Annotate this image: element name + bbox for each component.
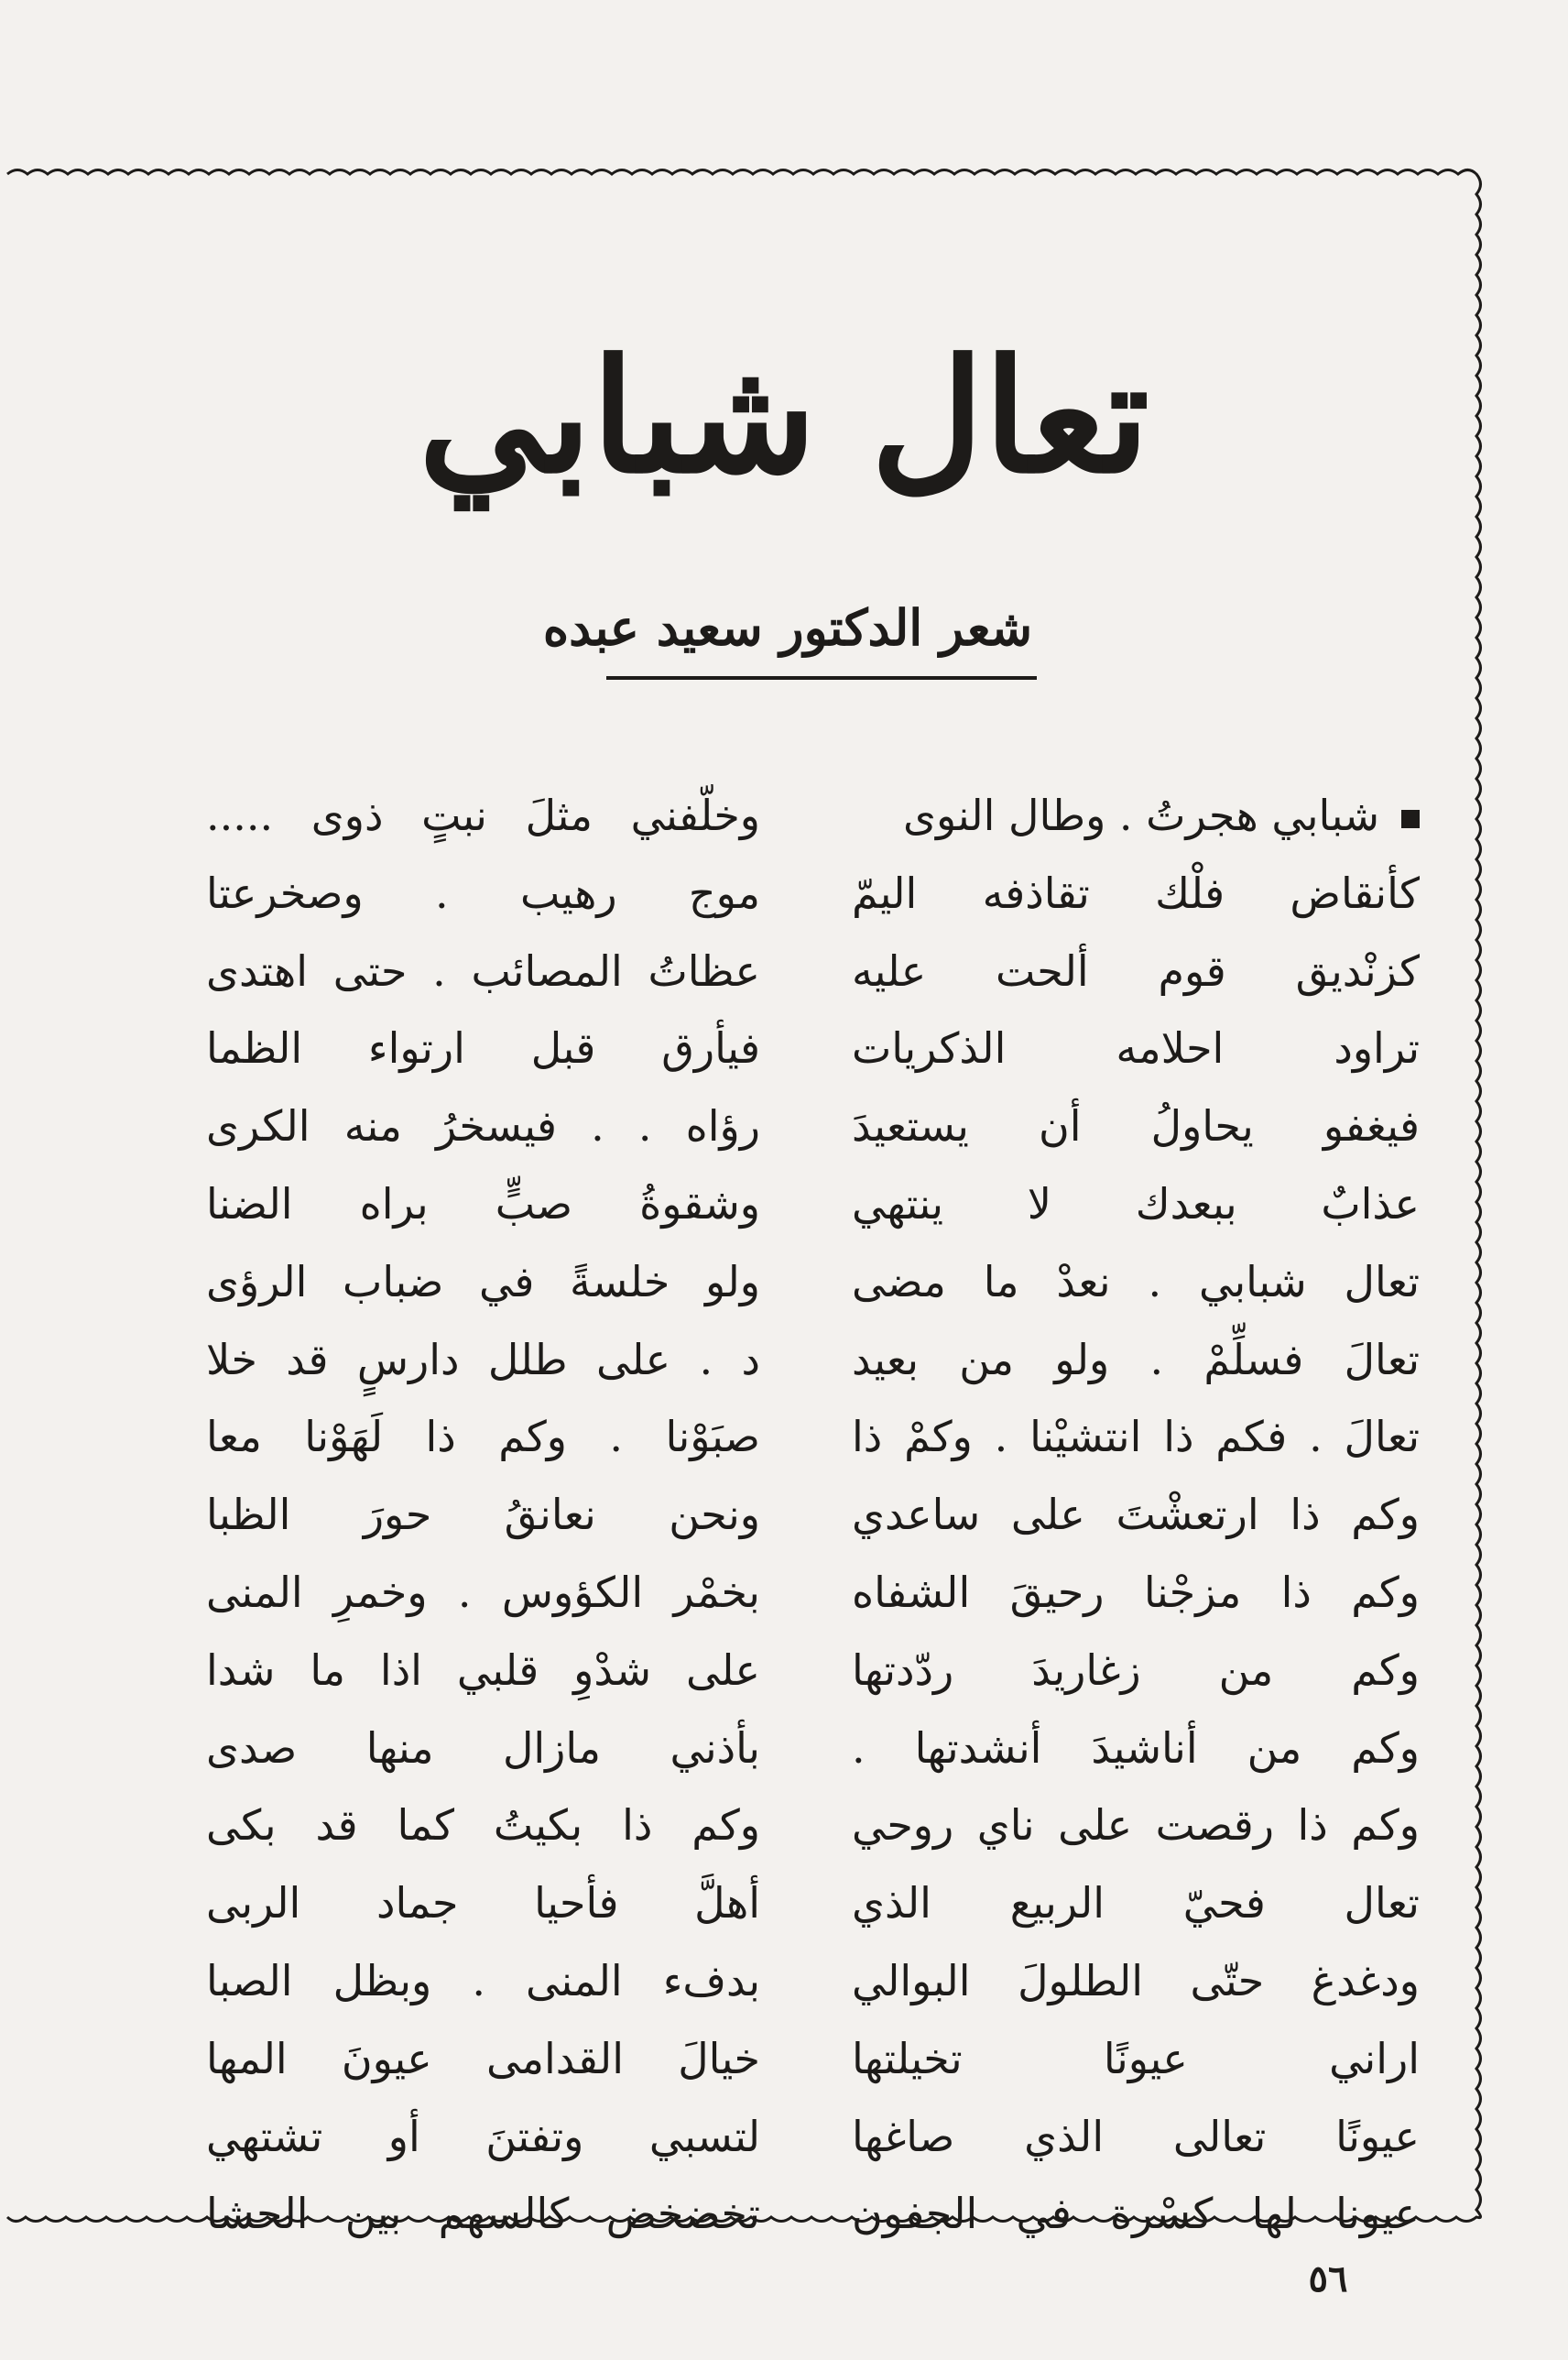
verse-line: اراني عيونًا تخيلتها bbox=[852, 2033, 1420, 2083]
verse-line: ولو خلسةً في ضباب الرؤى bbox=[206, 1256, 760, 1306]
verse-line: ودغدغ حتّى الطلولَ البوالي bbox=[852, 1955, 1420, 2005]
verse-line: لتسبي وتفتنَ أو تشتهي bbox=[206, 2111, 760, 2161]
verse-line: عيونا لها كسْرة في الجفون bbox=[852, 2189, 1420, 2239]
verse-line: وكم ذا مزجْنا رحيقَ الشفاه bbox=[852, 1567, 1420, 1617]
verse-line: تراود احلامه الذكريات bbox=[852, 1023, 1420, 1074]
verse-line: عظاتُ المصائب . حتى اهتدى bbox=[206, 945, 760, 996]
verse-line: وكم ذا بكيتُ كما قد بكى bbox=[206, 1800, 760, 1851]
verse-line: شبابي هجرتُ . وطال النوى bbox=[852, 777, 1420, 855]
verse-line: عذابٌ ببعدك لا ينتهي bbox=[852, 1178, 1420, 1229]
verse-line: كزنْديق قوم ألحت عليه bbox=[852, 945, 1420, 996]
verse-line: خيالَ القدامى عيونَ المها bbox=[206, 2033, 760, 2083]
verse-line: وشقوةُ صبٍّ براه الضنا bbox=[206, 1178, 760, 1229]
verse-line: بأذني مازال منها صدى bbox=[206, 1722, 760, 1773]
page-number: ٥٦ bbox=[1308, 2257, 1348, 2300]
verse-line: وكم من زغاريدَ ردّدتها bbox=[852, 1644, 1420, 1695]
verse-line: ونحن نعانقُ حورَ الظبا bbox=[206, 1490, 760, 1540]
verse-line: تعال شبابي . نعدْ ما مضى bbox=[852, 1256, 1420, 1306]
verse-line: وكم ذا رقصت على ناي روحي bbox=[852, 1800, 1420, 1851]
verse-line: تعالَ . فكم ذا انتشيْنا . وكمْ ذا bbox=[852, 1412, 1420, 1462]
verse-line: موج رهيب . وصخرعتا bbox=[206, 868, 760, 918]
verse-line: وكم ذا ارتعشْتَ على ساعدي bbox=[852, 1490, 1420, 1540]
verse-line: بخمْر الكؤوس . وخمرِ المنى bbox=[206, 1567, 760, 1617]
verse-line: فيغفو يحاولُ أن يستعيدَ bbox=[852, 1101, 1420, 1152]
verse-line: صبَوْنا . وكم ذا لَهَوْنا معا bbox=[206, 1412, 760, 1462]
square-bullet-icon bbox=[1401, 810, 1420, 828]
verse-line: وكم من أناشيدَ أنشدتها . bbox=[852, 1722, 1420, 1773]
poet-byline: شعر الدكتور سعيد عبده bbox=[542, 598, 1033, 657]
verse-line: وخلّفني مثلَ نبتٍ ذوى ..... bbox=[206, 791, 760, 840]
verse-line: تعالَ فسلِّمْ . ولو من بعيد bbox=[852, 1334, 1420, 1384]
verse-line: فيأرق قبل ارتواء الظما bbox=[206, 1023, 760, 1074]
verse-line: أهلَّ فأحيا جماد الربى bbox=[206, 1878, 760, 1928]
verse-line: د . على طلل دارسٍ قد خلا bbox=[206, 1334, 760, 1384]
verse-line: بدفء المنى . وبظل الصبا bbox=[206, 1955, 760, 2005]
verse-line: تخضخض كالسهم بين الحشا bbox=[206, 2189, 760, 2239]
verse-line: كأنقاض فلْك تقاذفه اليمّ bbox=[852, 868, 1420, 918]
poem-title: تعال شبابي bbox=[418, 325, 1150, 508]
poem-column-right bbox=[852, 777, 1420, 2253]
verse-line: رؤاه . . فيسخرُ منه الكرى bbox=[206, 1101, 760, 1152]
byline-underline bbox=[606, 676, 1037, 680]
poem-column-left bbox=[206, 777, 760, 2253]
verse-line: على شدْوِ قلبي اذا ما شدا bbox=[206, 1644, 760, 1695]
verse-line: عيونًا تعالى الذي صاغها bbox=[852, 2111, 1420, 2161]
verse-line: تعال فحيّ الربيع الذي bbox=[852, 1878, 1420, 1928]
